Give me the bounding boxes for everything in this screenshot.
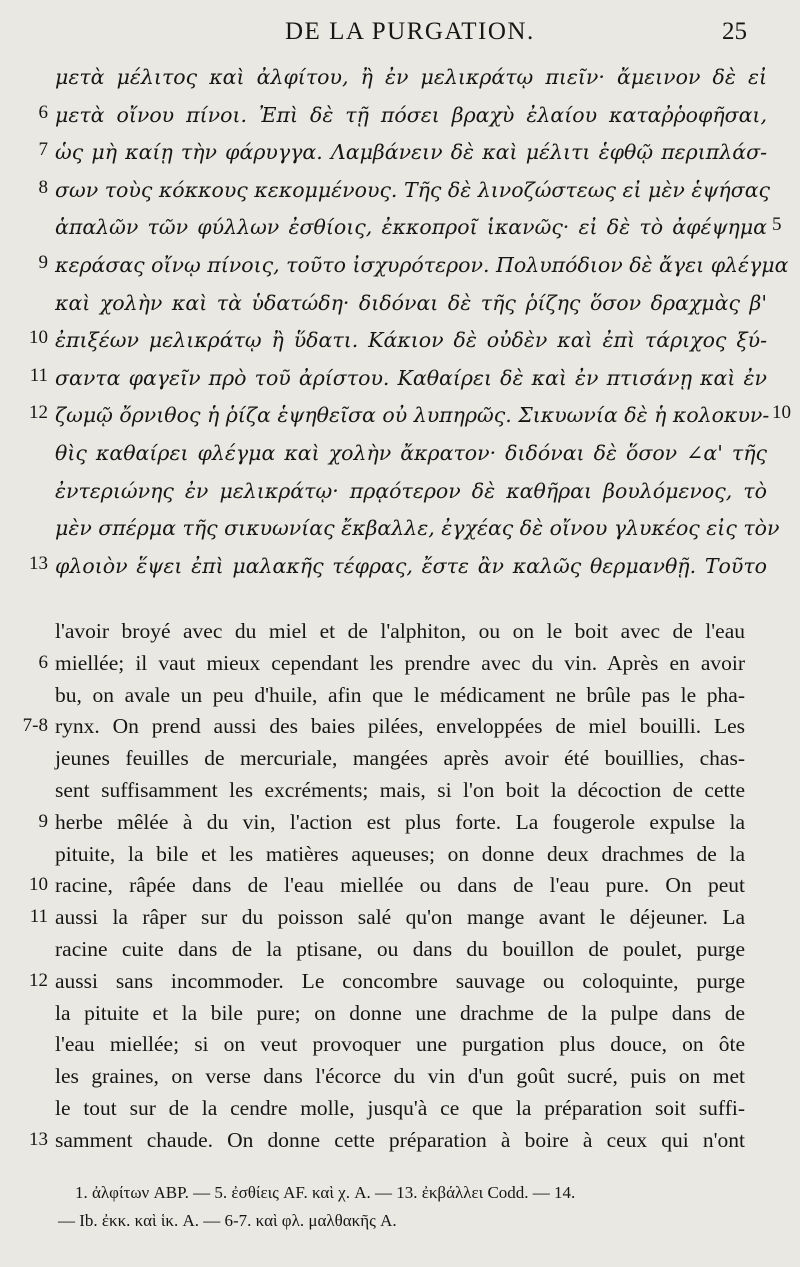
french-line [0,1092,800,1125]
page-header [0,18,800,58]
line-number: 10 [29,327,48,348]
greek-line-text: ζωμῷ ὄρνιθος ἡ ῥίζα ἑψηθεῖσα οὐ λυπηρῶς. Σικυωνία δὲ ἡ κολοκυν- [55,403,770,427]
greek-line [0,135,800,169]
line-number: 6 [38,652,48,673]
greek-line-text: σαντα φαγεῖν πρὸ τοῦ ἀρίστου. Καθαίρει δὲ καὶ ἐν πτισάνῃ καὶ ἐν [55,366,767,390]
french-line [0,806,800,839]
line-number: 9 [38,811,48,832]
french-line [0,679,800,712]
greek-line [0,98,800,132]
french-line-text: herbe mêlée à du vin, l'action est plus forte. La fougerole expulse la [55,810,745,834]
line-number: 9 [38,252,48,273]
greek-line [0,286,800,320]
french-line [0,901,800,934]
french-line [0,997,800,1030]
line-number: 12 [29,402,48,423]
line-number: 7-8 [22,715,48,736]
french-line-text: rynx. On prend aussi des baies pilées, enveloppées de miel bouilli. Les [55,714,745,738]
french-line [0,1060,800,1093]
french-line [0,933,800,966]
line-number: 13 [29,553,48,574]
greek-line-text: μετὰ οἴνου πίνοι. Ἐπὶ δὲ τῇ πόσει βραχὺ ἐλαίου καταῤῥοφῆσαι, [55,103,767,127]
line-number: 12 [29,970,48,991]
french-line-text: racine cuite dans de la ptisane, ou dans du bouillon de poulet, purge [55,937,745,961]
running-title: DE LA PURGATION. [285,18,535,45]
greek-line [0,436,800,470]
footnote-line: — Ib. ἐκκ. καὶ ἱκ. A. — 6-7. καὶ φλ. μαλθακῆς A. [58,1211,397,1230]
french-line-text: pituite, la bile et les matières aqueuses; on donne deux drachmes de la [55,842,745,866]
french-line-text: aussi la râper sur du poisson salé qu'on mange avant le déjeuner. La [55,905,745,929]
greek-line-text: ἐπιξέων μελικράτῳ ἢ ὕδατι. Κάκιον δὲ οὐδὲν καὶ ἐπὶ τάριχος ξύ- [55,328,767,352]
french-line [0,647,800,680]
greek-line-text: ὡς μὴ καίῃ τὴν φάρυγγα. Λαμβάνειν δὲ καὶ μέλιτι ἑφθῷ περιπλάσ- [55,140,767,164]
french-line-text: aussi sans incommoder. Le concombre sauvage ou coloquinte, purge [55,969,745,993]
french-line [0,965,800,998]
greek-line-text: φλοιὸν ἕψει ἐπὶ μαλακῆς τέφρας, ἔστε ἂν καλῶς θερμανθῇ. Τοῦτο [55,554,767,578]
french-line-text: sent suffisamment les excréments; mais, si l'on boit la décoction de cette [55,778,745,802]
french-line [0,869,800,902]
greek-line [0,60,800,94]
line-number: 13 [29,1129,48,1150]
french-line-text: jeunes feuilles de mercuriale, mangées après avoir été bouillies, chas- [55,746,745,770]
line-number: 6 [38,102,48,123]
french-line-text: miellée; il vaut mieux cependant les prendre avec du vin. Après en avoir [55,651,745,675]
greek-line-text: μὲν σπέρμα τῆς σικυωνίας ἔκβαλλε, ἐγχέας δὲ οἴνου γλυκέος εἰς τὸν [55,516,780,540]
french-line [0,774,800,807]
greek-line-text: θὶς καθαίρει φλέγμα καὶ χολὴν ἄκρατον· διδόναι δὲ ὅσον ∠α' τῆς [55,441,767,465]
footnote-line: 1. ἀλφίτων ABP. — 5. ἐσθίεις AF. καὶ χ. A. — 13. ἐκβάλλει Codd. — 14. [75,1183,576,1202]
line-number: 11 [29,906,48,927]
greek-line [0,323,800,357]
greek-line [0,248,800,282]
line-number: 7 [38,139,48,160]
greek-line [0,511,800,545]
french-line [0,1028,800,1061]
french-line-text: samment chaude. On donne cette préparation à boire à ceux qui n'ont [55,1128,745,1152]
greek-line [0,549,800,583]
french-line-text: racine, râpée dans de l'eau miellée ou dans de l'eau pure. On peut [55,873,745,897]
margin-line-number: 5 [772,214,782,235]
greek-line-text: κεράσας οἴνῳ πίνοις, τοῦτο ἰσχυρότερον. Πολυπόδιον δὲ ἄγει φλέγμα [55,253,789,277]
french-line [0,838,800,871]
line-number: 8 [38,177,48,198]
greek-line [0,474,800,508]
line-number: 10 [29,874,48,895]
french-line [0,1124,800,1157]
greek-line-text: ἐντεριώνης ἐν μελικράτῳ· πρᾳότερον δὲ καθῆραι βουλόμενος, τὸ [55,479,767,503]
french-line-text: bu, on avale un peu d'huile, afin que le médicament ne brûle pas le pha- [55,683,745,707]
margin-line-number: 10 [772,402,791,423]
greek-line [0,361,800,395]
page-number: 25 [722,18,747,45]
greek-line [0,210,800,244]
greek-line-text: καὶ χολὴν καὶ τὰ ὑδατώδη· διδόναι δὲ τῆς ῥίζης ὅσον δραχμὰς β' [55,291,767,315]
greek-line-text: σων τοὺς κόκκους κεκομμένους. Τῆς δὲ λινοζώστεως εἰ μὲν ἑψήσας [55,178,771,202]
french-line [0,615,800,648]
french-line-text: la pituite et la bile pure; on donne une drachme de la pulpe dans de [55,1001,745,1025]
french-line [0,742,800,775]
french-line [0,710,800,743]
line-number: 11 [29,365,48,386]
greek-line [0,398,800,432]
greek-line-text: μετὰ μέλιτος καὶ ἀλφίτου, ἢ ἐν μελικράτῳ πιεῖν· ἄμεινον δὲ εἰ [55,65,767,89]
greek-line-text: ἁπαλῶν τῶν φύλλων ἐσθίοις, ἐκκοπροῖ ἱκανῶς· εἰ δὲ τὸ ἀφέψημα [55,215,767,239]
greek-line [0,173,800,207]
french-line-text: l'eau miellée; si on veut provoquer une purgation plus douce, on ôte [55,1032,745,1056]
french-line-text: les graines, on verse dans l'écorce du vin d'un goût sucré, puis on met [55,1064,745,1088]
french-line-text: l'avoir broyé avec du miel et de l'alphiton, ou on le boit avec de l'eau [55,619,745,643]
french-line-text: le tout sur de la cendre molle, jusqu'à ce que la préparation soit suffi- [55,1096,745,1120]
